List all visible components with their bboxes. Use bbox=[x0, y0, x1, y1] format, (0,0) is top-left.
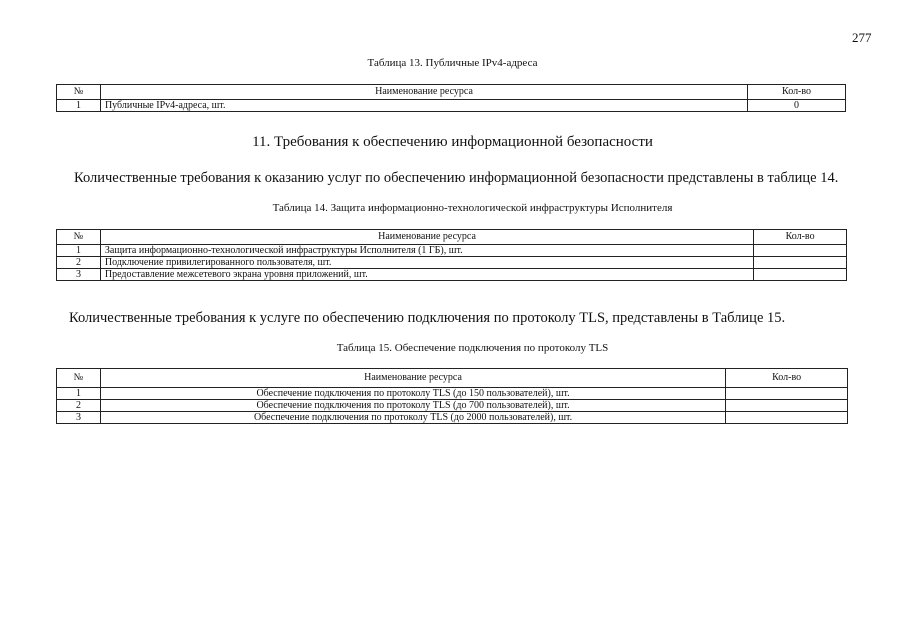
table-row bbox=[57, 257, 847, 269]
table-row bbox=[57, 412, 848, 424]
page-number: 277 bbox=[852, 30, 872, 45]
resource-qty bbox=[726, 412, 848, 424]
row-number: 1 bbox=[57, 388, 101, 400]
table15-header-num: № bbox=[57, 369, 101, 388]
resource-name: Публичные IPv4-адреса, шт. bbox=[100, 100, 747, 112]
row-number: 3 bbox=[57, 269, 101, 281]
table15-header-qty: Кол-во bbox=[726, 369, 848, 388]
table15-header-row bbox=[57, 369, 848, 388]
tls-paragraph: Количественные требования к услуге по обеспечению подключения по протоколу TLS, представлены в Таблице 15. bbox=[69, 310, 786, 326]
row-number: 1 bbox=[57, 100, 101, 112]
resource-qty bbox=[754, 257, 847, 269]
section-paragraph: Количественные требования к оказанию услуг по обеспечению информационной безопасности представлены в таблице 14. bbox=[74, 170, 839, 186]
table-row bbox=[57, 100, 846, 112]
table13-header-num: № bbox=[57, 85, 101, 100]
table13-caption: Таблица 13. Публичные IPv4-адреса bbox=[367, 57, 538, 69]
table13-header-qty: Кол-во bbox=[748, 85, 846, 100]
table-row bbox=[57, 269, 847, 281]
resource-qty bbox=[754, 269, 847, 281]
table14-header-num: № bbox=[57, 230, 101, 245]
resource-qty: 0 bbox=[748, 100, 846, 112]
table13-header-name: Наименование ресурса bbox=[100, 85, 747, 100]
row-number: 3 bbox=[57, 412, 101, 424]
resource-qty bbox=[726, 400, 848, 412]
table14 bbox=[56, 229, 847, 281]
table15-caption: Таблица 15. Обеспечение подключения по протоколу TLS bbox=[336, 342, 609, 354]
row-number: 2 bbox=[57, 400, 101, 412]
table-row bbox=[57, 388, 848, 400]
table13-header-row bbox=[57, 85, 846, 100]
resource-name: Предоставление межсетевого экрана уровня приложений, шт. bbox=[100, 269, 753, 281]
row-number: 1 bbox=[57, 245, 101, 257]
resource-qty bbox=[726, 388, 848, 400]
table-row bbox=[57, 245, 847, 257]
resource-name: Защита информационно-технологической инфраструктуры Исполнителя (1 ГБ), шт. bbox=[100, 245, 753, 257]
section-heading: 11. Требования к обеспечению информационной безопасности bbox=[252, 134, 653, 150]
resource-qty bbox=[754, 245, 847, 257]
table13 bbox=[56, 84, 846, 112]
table14-header-qty: Кол-во bbox=[754, 230, 847, 245]
resource-name: Обеспечение подключения по протоколу TLS (до 2000 пользователей), шт. bbox=[100, 412, 725, 424]
table15-header-name: Наименование ресурса bbox=[100, 369, 725, 388]
resource-name: Подключение привилегированного пользователя, шт. bbox=[100, 257, 753, 269]
table14-caption: Таблица 14. Защита информационно-технологической инфраструктуры Исполнителя bbox=[272, 202, 673, 214]
table15 bbox=[56, 368, 848, 424]
table-row bbox=[57, 400, 848, 412]
table14-header-name: Наименование ресурса bbox=[100, 230, 753, 245]
resource-name: Обеспечение подключения по протоколу TLS (до 700 пользователей), шт. bbox=[100, 400, 725, 412]
table14-header-row bbox=[57, 230, 847, 245]
row-number: 2 bbox=[57, 257, 101, 269]
resource-name: Обеспечение подключения по протоколу TLS (до 150 пользователей), шт. bbox=[100, 388, 725, 400]
